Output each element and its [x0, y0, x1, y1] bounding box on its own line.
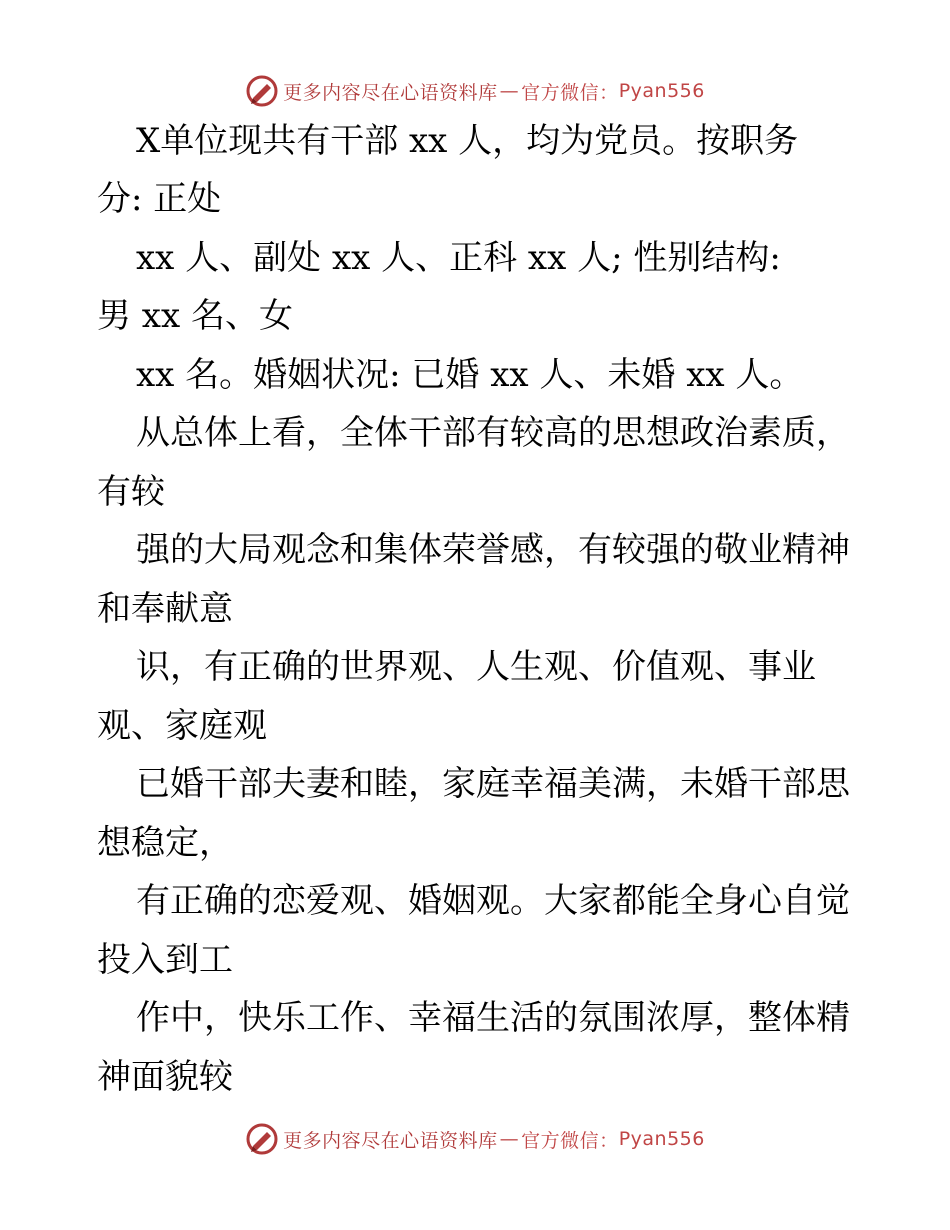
- pen-logo-icon: [245, 74, 279, 108]
- text-line-2: 分: 正处: [97, 179, 222, 219]
- text-line-9: 和奉献意: [97, 589, 233, 629]
- text-line-10: 识，有正确的世界观、人生观、价值观、事业: [136, 647, 816, 687]
- banner-wechat-label: 官方微信：: [521, 81, 619, 104]
- footer-watermark-banner: [0, 1119, 950, 1159]
- header-watermark-banner: [0, 71, 950, 111]
- banner-wechat-id: Pyan556: [618, 1128, 705, 1150]
- banner-text: 更多内容尽在心语资料库: [283, 1129, 498, 1152]
- text-line-13: 想稳定，: [97, 823, 233, 863]
- text-line-15: 投入到工: [97, 940, 233, 980]
- pen-logo-icon: [245, 1122, 279, 1156]
- banner-text: 更多内容尽在心语资料库: [283, 81, 498, 104]
- text-line-14: 有正确的恋爱观、婚姻观。大家都能全身心自觉: [136, 881, 850, 921]
- text-line-8: 强的大局观念和集体荣誉感，有较强的敬业精神: [136, 530, 850, 570]
- banner-separator: —: [499, 1128, 520, 1150]
- text-line-12: 已婚干部夫妻和睦，家庭幸福美满，未婚干部思: [136, 764, 850, 804]
- text-line-6: 从总体上看，全体干部有较高的思想政治素质，: [136, 413, 850, 453]
- text-line-3: xx 人、副处 xx 人、正科 xx 人; 性别结构:: [136, 238, 781, 278]
- banner-wechat-id: Pyan556: [618, 80, 705, 102]
- text-line-1: X单位现共有干部 xx 人，均为党员。按职务: [136, 121, 799, 161]
- text-line-7: 有较: [97, 472, 165, 512]
- text-line-4: 男 xx 名、女: [97, 296, 293, 336]
- banner-wechat-label: 官方微信：: [521, 1129, 619, 1152]
- text-line-5: xx 名。婚姻状况: 已婚 xx 人、未婚 xx 人。: [136, 355, 804, 395]
- text-line-16: 作中，快乐工作、幸福生活的氛围浓厚，整体精: [136, 998, 850, 1038]
- text-line-11: 观、家庭观: [97, 706, 267, 746]
- banner-separator: —: [499, 80, 520, 102]
- text-line-17: 神面貌较: [97, 1057, 233, 1097]
